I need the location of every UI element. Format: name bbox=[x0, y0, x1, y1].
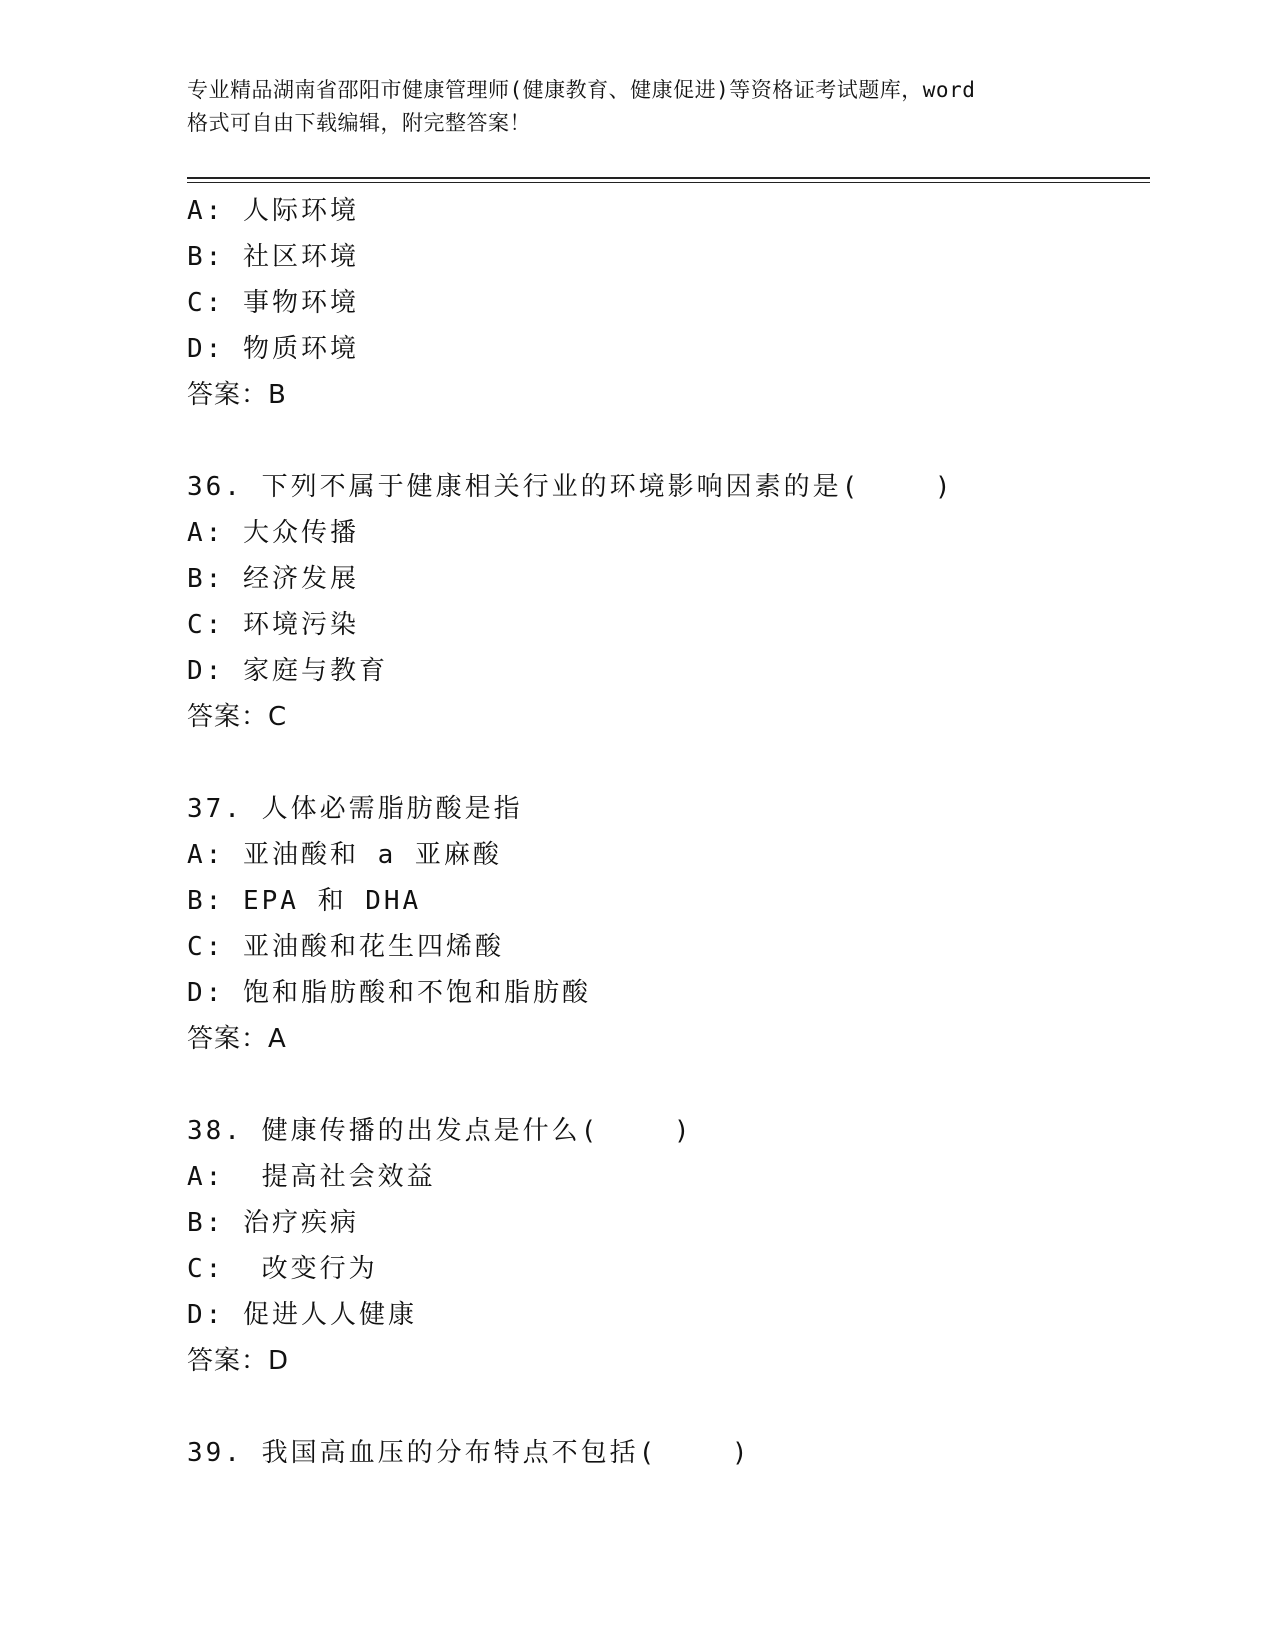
option-b: B: 治疗疾病 bbox=[187, 1208, 359, 1238]
question-38: 38. 健康传播的出发点是什么( ) bbox=[187, 1116, 693, 1146]
header-divider-thin bbox=[187, 182, 1150, 183]
option-d: D: 家庭与教育 bbox=[187, 656, 388, 686]
option-a: A: 提高社会效益 bbox=[187, 1162, 436, 1192]
document-header bbox=[187, 74, 1107, 140]
question-block bbox=[187, 1108, 1147, 1384]
option-c: C: 改变行为 bbox=[187, 1254, 378, 1284]
option-b: B: 经济发展 bbox=[187, 564, 359, 594]
answer-line: 答案：C bbox=[187, 702, 288, 732]
question-block bbox=[187, 188, 1147, 418]
question-39: 39. 我国高血压的分布特点不包括( ) bbox=[187, 1438, 751, 1468]
answer-line: 答案：D bbox=[187, 1346, 290, 1376]
question-block bbox=[187, 1430, 1147, 1476]
question-list bbox=[187, 188, 1147, 1476]
option-c: C: 环境污染 bbox=[187, 610, 359, 640]
option-d: D: 饱和脂肪酸和不饱和脂肪酸 bbox=[187, 978, 591, 1008]
question-block bbox=[187, 786, 1147, 1062]
answer-line: 答案：B bbox=[187, 380, 287, 410]
option-a: A: 大众传播 bbox=[187, 518, 359, 548]
question-36: 36. 下列不属于健康相关行业的环境影响因素的是( ) bbox=[187, 472, 954, 502]
option-c: C: 事物环境 bbox=[187, 288, 359, 318]
option-a: A: 亚油酸和 a 亚麻酸 bbox=[187, 840, 502, 870]
option-b: B: EPA 和 DHA bbox=[187, 886, 422, 916]
spacer bbox=[187, 418, 1147, 464]
spacer bbox=[187, 1384, 1147, 1430]
spacer bbox=[187, 1062, 1147, 1108]
option-b: B: 社区环境 bbox=[187, 242, 359, 272]
spacer bbox=[187, 740, 1147, 786]
header-line-1: 专业精品湖南省邵阳市健康管理师(健康教育、健康促进)等资格证考试题库，word bbox=[187, 78, 976, 102]
question-37: 37. 人体必需脂肪酸是指 bbox=[187, 794, 523, 824]
option-c: C: 亚油酸和花生四烯酸 bbox=[187, 932, 504, 962]
header-divider-thick bbox=[187, 177, 1150, 179]
option-d: D: 物质环境 bbox=[187, 334, 359, 364]
header-line-2: 格式可自由下载编辑，附完整答案！ bbox=[187, 111, 531, 135]
option-d: D: 促进人人健康 bbox=[187, 1300, 417, 1330]
option-a: A: 人际环境 bbox=[187, 196, 359, 226]
question-block bbox=[187, 464, 1147, 740]
answer-line: 答案：A bbox=[187, 1024, 287, 1054]
